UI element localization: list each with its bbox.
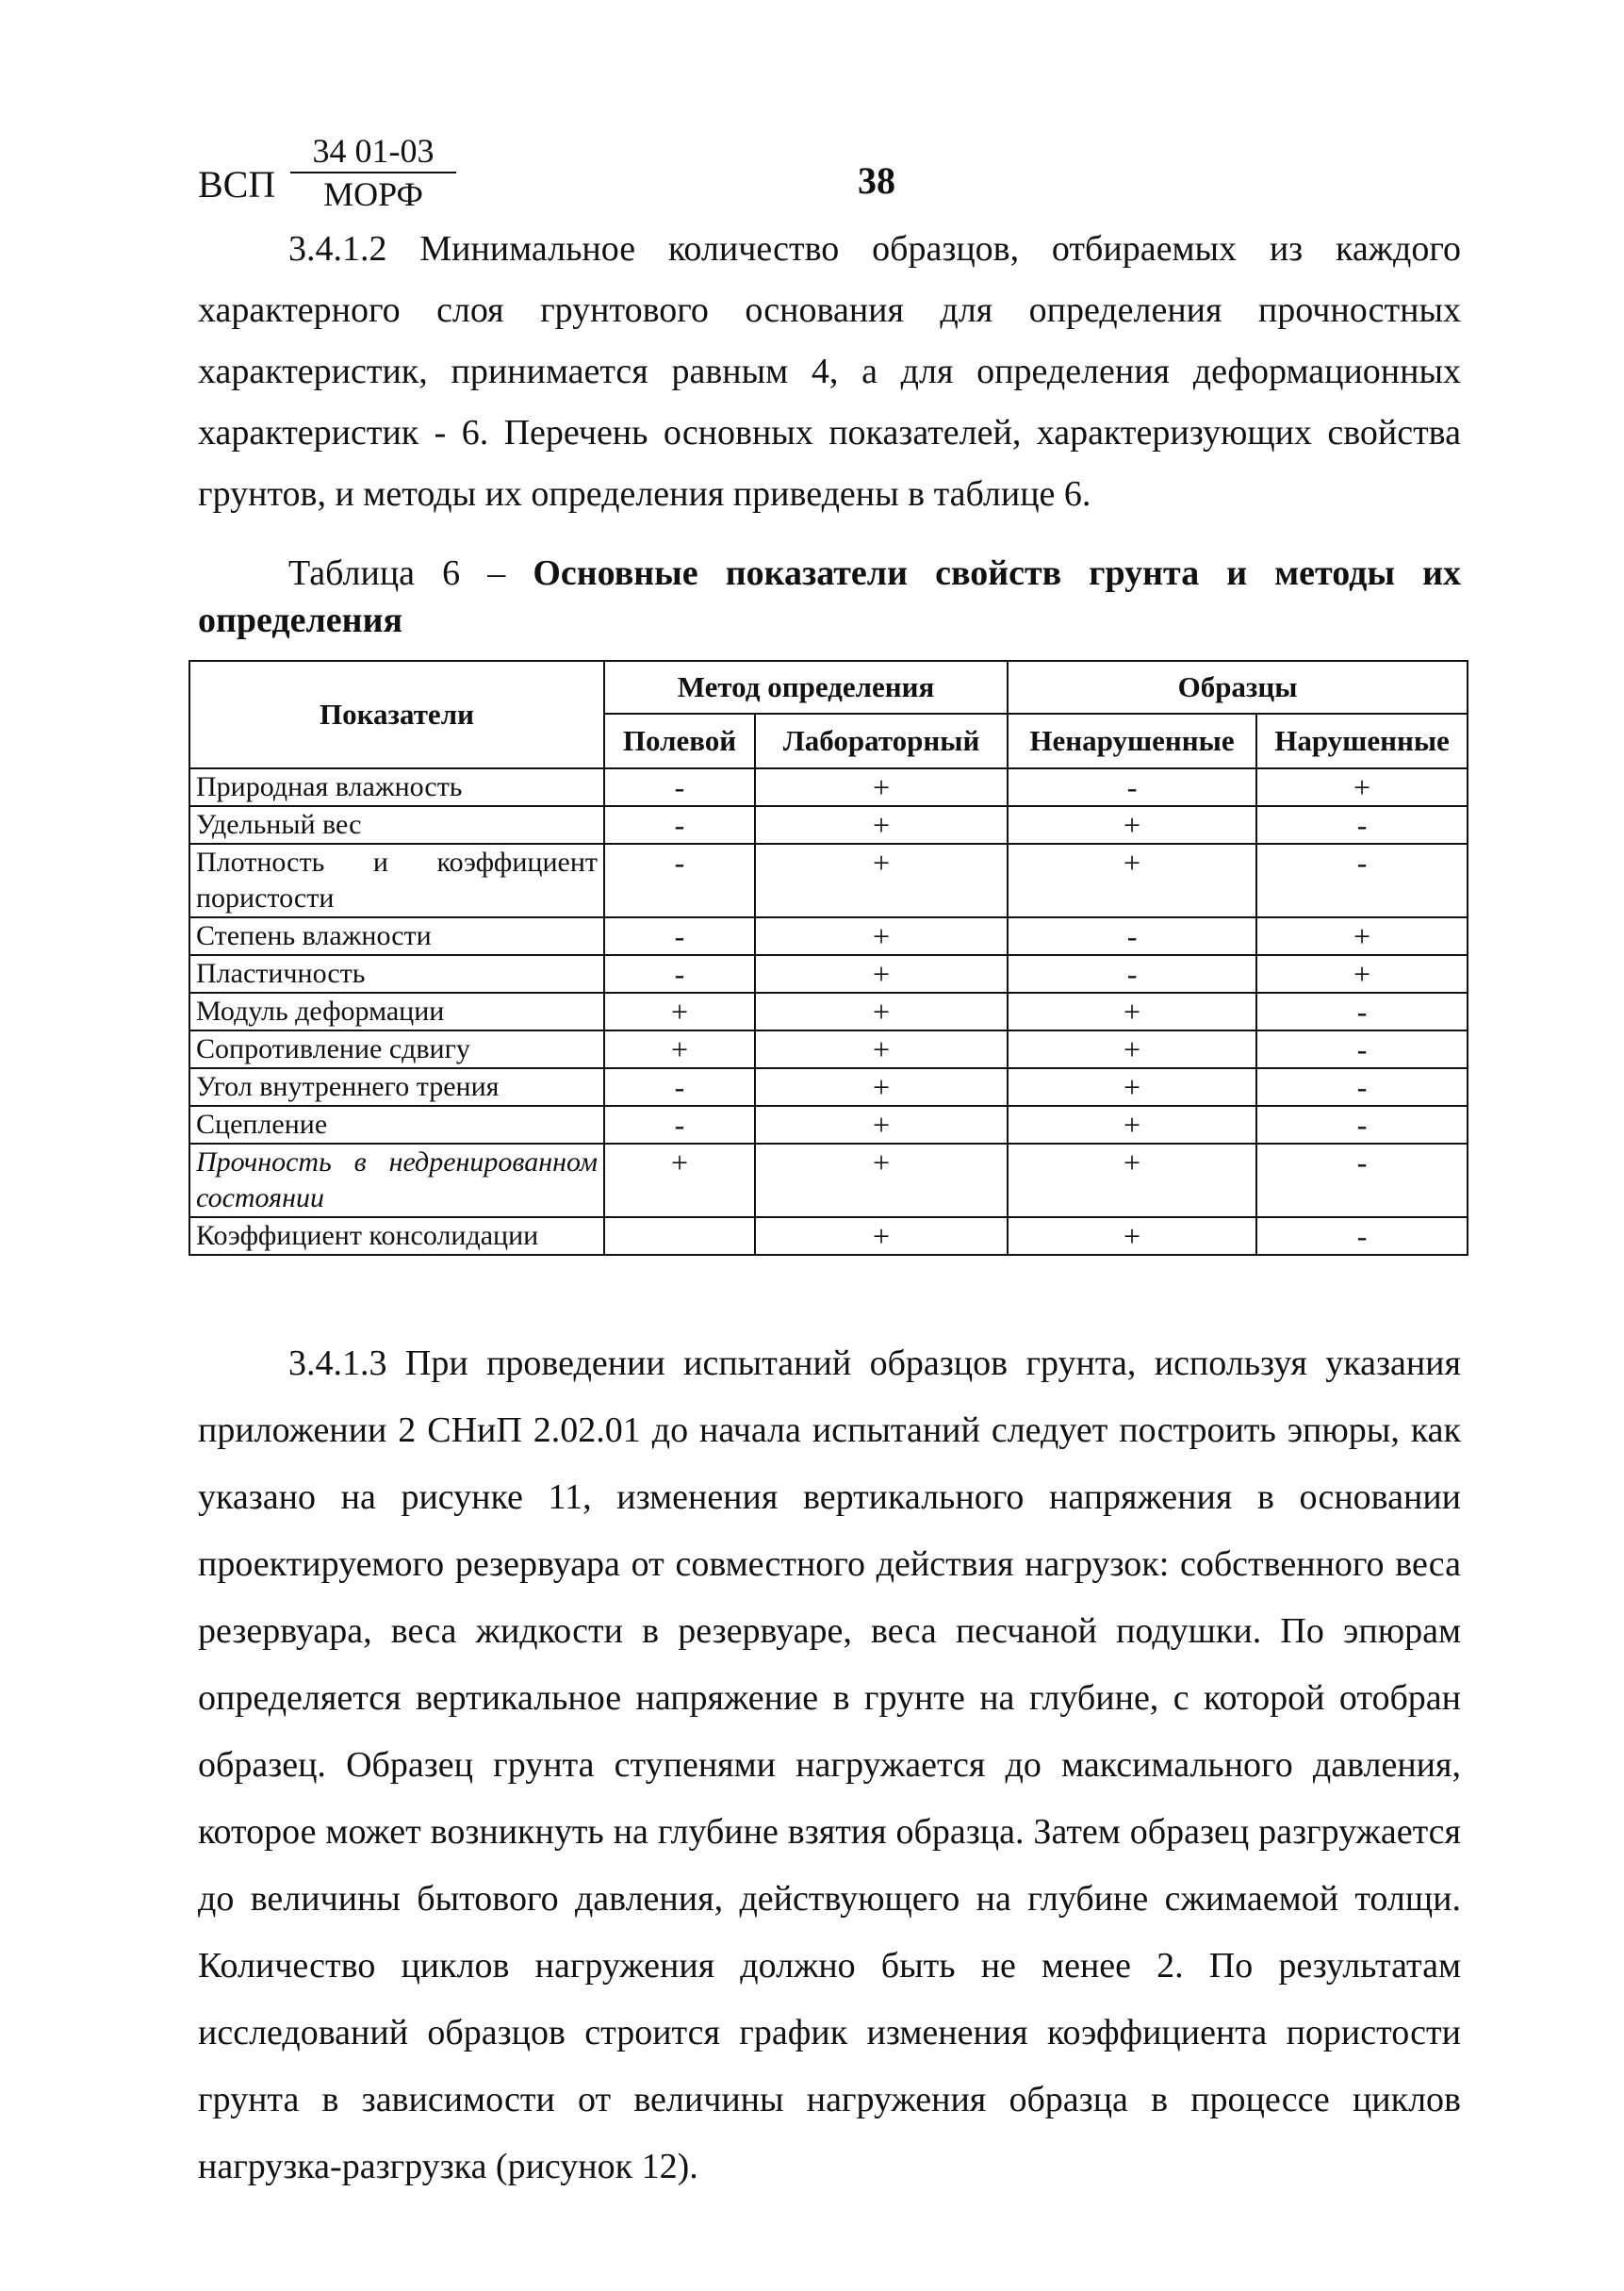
header-field: Полевой — [604, 714, 755, 768]
cell-disturbed: - — [1256, 1144, 1468, 1217]
cell-undisturbed: + — [1008, 844, 1256, 917]
cell-lab: + — [755, 1217, 1008, 1255]
table-caption-label: Таблица 6 – — [288, 553, 533, 593]
code-bottom: МОРФ — [323, 175, 423, 213]
cell-undisturbed: + — [1008, 806, 1256, 844]
cell-lab: + — [755, 955, 1008, 993]
table-row — [189, 1106, 1468, 1144]
page-number: 38 — [858, 159, 895, 202]
table-row — [189, 1144, 1468, 1217]
table-row — [189, 806, 1468, 844]
row-name: Сопротивление сдвигу — [189, 1030, 604, 1068]
cell-undisturbed: - — [1008, 768, 1256, 806]
row-name: Природная влажность — [189, 768, 604, 806]
cell-lab: + — [755, 917, 1008, 955]
row-name: Плотность и коэффициент пористости — [189, 844, 604, 917]
cell-field — [604, 1217, 755, 1255]
table-row — [189, 844, 1468, 917]
row-name: Удельный вес — [189, 806, 604, 844]
code-fraction — [290, 130, 456, 215]
cell-disturbed: - — [1256, 844, 1468, 917]
header-method: Метод определения — [604, 661, 1008, 714]
table-row — [189, 1030, 1468, 1068]
header-undisturbed: Ненарушенные — [1008, 714, 1256, 768]
table-row — [189, 768, 1468, 806]
row-name: Степень влажности — [189, 917, 604, 955]
cell-lab: + — [755, 844, 1008, 917]
cell-disturbed: - — [1256, 1106, 1468, 1144]
table-row — [189, 1217, 1468, 1255]
cell-lab: + — [755, 1030, 1008, 1068]
cell-field: - — [604, 955, 755, 993]
paragraph-3-4-1-3: 3.4.1.3 При проведении испытаний образцов грунта, используя указания приложении 2 СНиП 2.02.01 до начала испытаний следует построить эпюры, как указано на рисунке 11, изменения вертикального напряжения в основании проектируемого резервуара от совместного действия нагрузок: собственного веса резервуара, веса жидкости в резервуаре, веса песчаной подушки. По эпюрам определяется вертикальное напряжение в грунте на глубине, с которой отобран образец. Образец грунта ступенями нагружается до максимального давления, которое может возникнуть на глубине взятия образца. Затем образец разгружается до величины бытового давления, действующего на глубине сжимаемой толщи. Количество циклов нагружения должно быть не менее 2. По результатам исследований образцов строится график изменения коэффициента пористости грунта в зависимости от величины нагружения образца в процессе циклов нагрузка-разгрузка (рисунок 12). — [198, 1343, 1461, 2186]
row-name: Угол внутреннего трения — [189, 1068, 604, 1106]
cell-field: - — [604, 1068, 755, 1106]
cell-undisturbed: + — [1008, 1217, 1256, 1255]
code-top: 34 01-03 — [290, 130, 456, 173]
cell-disturbed: - — [1256, 1217, 1468, 1255]
cell-disturbed: + — [1256, 917, 1468, 955]
header-samples: Образцы — [1008, 661, 1468, 714]
table-row — [189, 993, 1468, 1030]
cell-field: + — [604, 1144, 755, 1217]
row-name: Коэффициент консолидации — [189, 1217, 604, 1255]
cell-disturbed: - — [1256, 1068, 1468, 1106]
header-lab: Лабораторный — [755, 714, 1008, 768]
cell-disturbed: - — [1256, 993, 1468, 1030]
table-row — [189, 955, 1468, 993]
cell-undisturbed: - — [1008, 955, 1256, 993]
table-row — [189, 917, 1468, 955]
cell-field: - — [604, 1106, 755, 1144]
cell-field: + — [604, 1030, 755, 1068]
table-row — [189, 1068, 1468, 1106]
cell-undisturbed: - — [1008, 917, 1256, 955]
cell-undisturbed: + — [1008, 1030, 1256, 1068]
cell-disturbed: + — [1256, 768, 1468, 806]
cell-lab: + — [755, 1106, 1008, 1144]
cell-undisturbed: + — [1008, 1106, 1256, 1144]
table-caption — [198, 550, 1461, 644]
cell-lab: + — [755, 1144, 1008, 1217]
cell-undisturbed: + — [1008, 993, 1256, 1030]
cell-lab: + — [755, 768, 1008, 806]
cell-field: - — [604, 917, 755, 955]
cell-disturbed: - — [1256, 806, 1468, 844]
soil-properties-table — [189, 660, 1468, 1256]
cell-disturbed: + — [1256, 955, 1468, 993]
header-indicators: Показатели — [189, 661, 604, 768]
cell-disturbed: - — [1256, 1030, 1468, 1068]
header-disturbed: Нарушенные — [1256, 714, 1468, 768]
row-name: Пластичность — [189, 955, 604, 993]
row-name: Модуль деформации — [189, 993, 604, 1030]
cell-undisturbed: + — [1008, 1068, 1256, 1106]
code-prefix: ВСП — [198, 163, 276, 206]
table-caption-title: Основные показатели свойств грунта и методы их определения — [198, 553, 1461, 640]
paragraph-3-4-1-2: 3.4.1.2 Минимальное количество образцов, отбираемых из каждого характерного слоя грунтового основания для определения прочностных характеристик, принимается равным 4, а для определения деформационных характеристик - 6. Перечень основных показателей, характеризующих свойства грунтов, и методы их определения приведены в таблице 6. — [198, 229, 1461, 514]
row-name: Прочность в недренированном состоянии — [189, 1144, 604, 1217]
cell-lab: + — [755, 806, 1008, 844]
cell-lab: + — [755, 1068, 1008, 1106]
row-name: Сцепление — [189, 1106, 604, 1144]
cell-undisturbed: + — [1008, 1144, 1256, 1217]
cell-lab: + — [755, 993, 1008, 1030]
cell-field: - — [604, 806, 755, 844]
cell-field: - — [604, 844, 755, 917]
cell-field: - — [604, 768, 755, 806]
cell-field: + — [604, 993, 755, 1030]
